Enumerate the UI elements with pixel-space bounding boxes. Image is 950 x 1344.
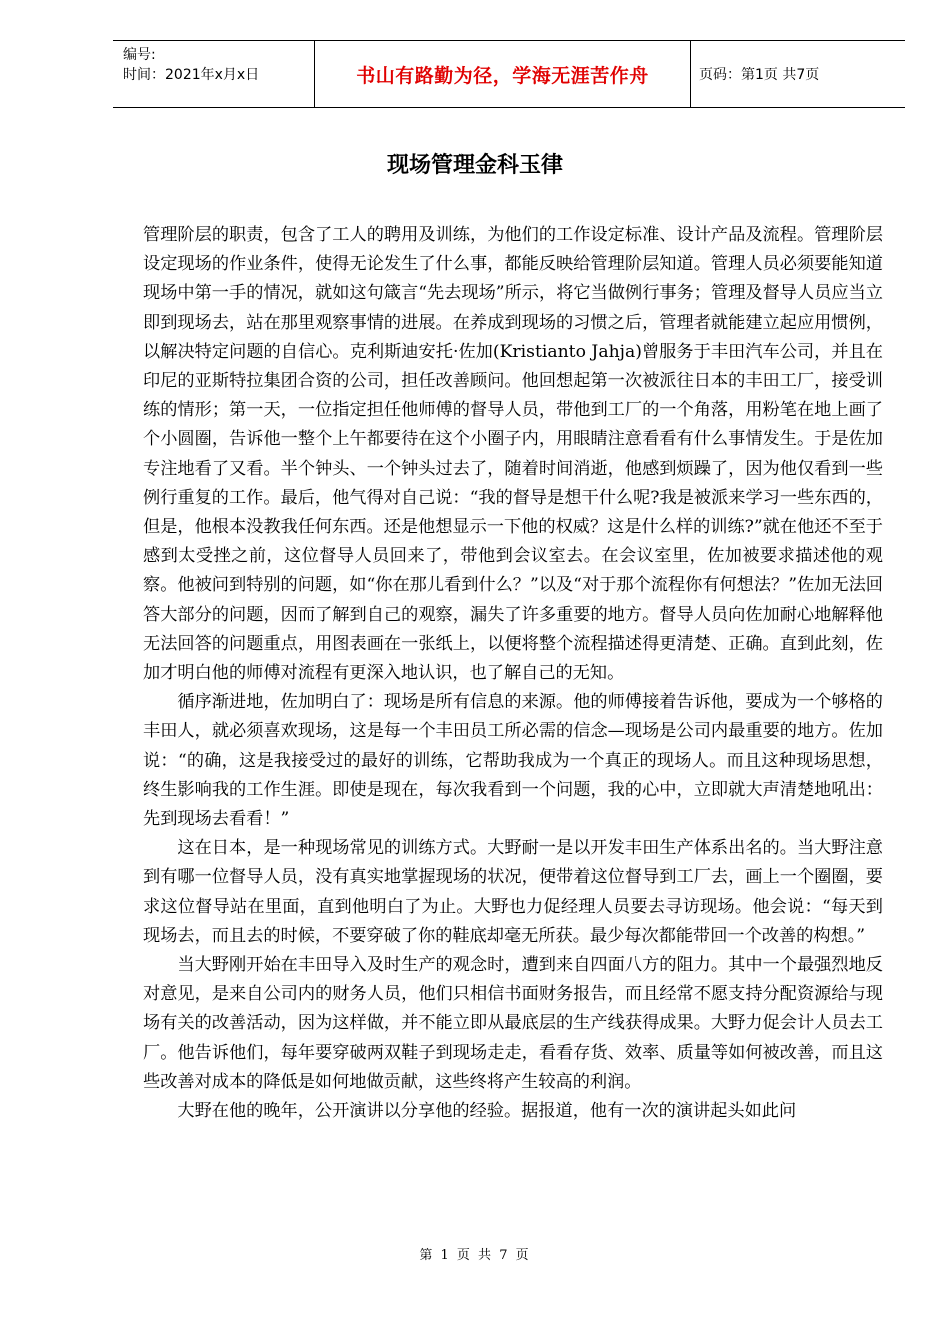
code-label: 编号: xyxy=(123,47,156,63)
motto-text: 书山有路勤为径，学海无涯苦作舟 xyxy=(356,64,649,87)
time-label: 时间：2021年x月x日 xyxy=(123,67,260,83)
document-body xyxy=(143,221,883,1126)
paragraph: 大野在他的晚年，公开演讲以分享他的经验。据报道，他有一次的演讲起头如此问 xyxy=(177,1101,797,1122)
header-meta-cell xyxy=(113,41,315,107)
header-motto-cell xyxy=(315,41,691,107)
header-page-info: 页码：第1页 共7页 xyxy=(699,67,820,83)
document-title: 现场管理金科玉律 xyxy=(386,153,563,178)
paragraph: 循序渐进地，佐加明白了：现场是所有信息的来源。他的师傅接着告诉他，要成为一个够格的丰田人，就必须喜欢现场，这是每一个丰田员工所必需的信念—现场是公司内最重要的地方。佐加说：“的确，这是我接受过的最好的训练，它帮助我成为一个真正的现场人。而且这种现场思想，终生影响我的工作生涯。即使是现在，每次我看到一个问题，我的心中，立即就大声清楚地吼出：先到现场去看看！” xyxy=(143,692,883,830)
page-footer: 第 1 页 共 7 页 xyxy=(419,1248,531,1263)
paragraph: 这在日本，是一种现场常见的训练方式。大野耐一是以开发丰田生产体系出名的。当大野注意到有哪一位督导人员，没有真实地掌握现场的状况，便带着这位督导到工厂去，画上一个圈圈，要求这位督导站在里面，直到他明白了为止。大野也力促经理人员要去寻访现场。他会说：“每天到现场去，而且去的时候，不要穿破了你的鞋底却毫无所获。最少每次都能带回一个改善的构想。” xyxy=(143,838,883,946)
paragraph: 当大野刚开始在丰田导入及时生产的观念时，遭到来自四面八方的阻力。其中一个最强烈地反对意见，是来自公司内的财务人员，他们只相信书面财务报告，而且经常不愿支持分配资源给与现场有关的改善活动，因为这样做，并不能立即从最底层的生产线获得成果。大野力促会计人员去工厂。他告诉他们，每年要穿破两双鞋子到现场走走，看看存货、效率、质量等如何被改善，而且这些改善对成本的降低是如何地做贡献，这些终将产生较高的利润。 xyxy=(143,955,883,1092)
header-page-cell xyxy=(691,41,905,107)
document-header xyxy=(113,40,905,108)
paragraph: 管理阶层的职责，包含了工人的聘用及训练，为他们的工作设定标准、设计产品及流程。管理阶层设定现场的作业条件，使得无论发生了什么事，都能反映给管理阶层知道。管理人员必须要能知道现场中第一手的情况，就如这句箴言“先去现场”所示，将它当做例行事务；管理及督导人员应当立即到现场去，站在那里观察事情的进展。在养成到现场的习惯之后，管理者就能建立起应用惯例，以解决特定问题的自信心。克利斯迪安托·佐加(Kristianto Jahja)曾服务于丰田汽车公司，并且在印尼的亚斯特拉集团合资的公司，担任改善顾问。他回想起第一次被派往日本的丰田工厂，接受训练的情形；第一天，一位指定担任他师傅的督导人员，带他到工厂的一个角落，用粉笔在地上画了个小圆圈，告诉他一整个上午都要待在这个小圈子内，用眼睛注意看看有什么事情发生。于是佐加专注地看了又看。半个钟头、一个钟头过去了，随着时间消逝，他感到烦躁了，因为他仅看到一些例行重复的工作。最后，他气得对自己说：“我的督导是想干什么呢?我是被派来学习一些东西的，但是，他根本没教我任何东西。还是他想显示一下他的权威？这是什么样的训练?”就在他还不至于感到太受挫之前，这位督导人员回来了，带他到会议室去。在会议室里，佐加被要求描述他的观察。他被问到特别的问题，如“你在那儿看到什么？”以及“对于那个流程你有何想法？”佐加无法回答大部分的问题，因而了解到自己的观察，漏失了许多重要的地方。督导人员向佐加耐心地解释他无法回答的问题重点，用图表画在一张纸上，以便将整个流程描述得更清楚、正确。直到此刻，佐加才明白他的师傅对流程有更深入地认识，也了解自己的无知。 xyxy=(143,225,883,684)
